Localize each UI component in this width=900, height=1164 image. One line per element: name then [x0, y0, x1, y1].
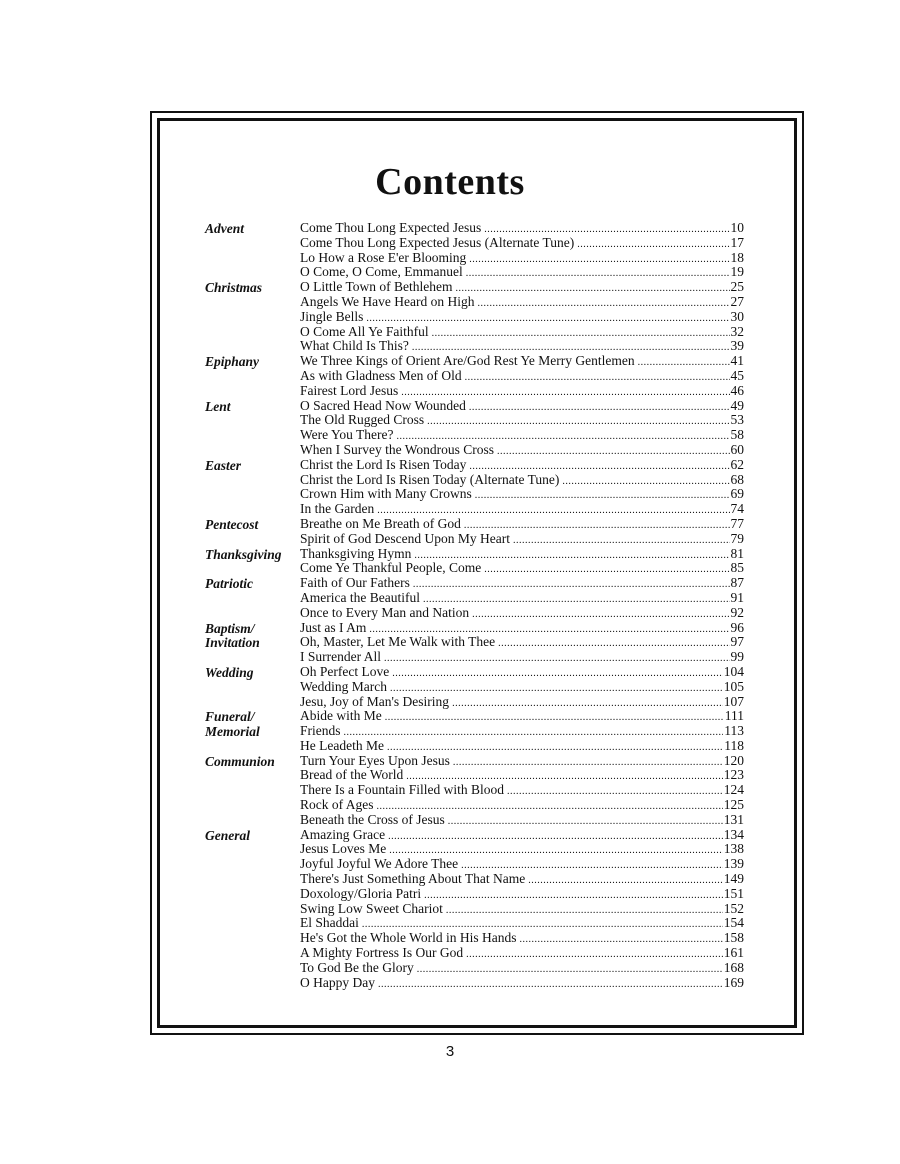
song-title: Swing Low Sweet Chariot [300, 900, 443, 916]
song-page-number: 91 [730, 589, 744, 605]
section-category: Thanksgiving [205, 546, 282, 562]
song-page-number: 87 [730, 575, 744, 591]
song-title: He's Got the Whole World in His Hands [300, 930, 517, 946]
song-title: To God Be the Glory [300, 959, 414, 975]
toc-row [0, 621, 900, 636]
toc-row [0, 280, 900, 295]
song-title: Just as I Am [300, 619, 367, 635]
song-page-number: 60 [730, 441, 744, 457]
song-page-number: 92 [730, 604, 744, 620]
song-page-number: 30 [730, 308, 744, 324]
toc-row [0, 695, 900, 710]
section-category: Pentecost [205, 516, 259, 532]
toc-row [0, 813, 900, 828]
song-title: As with Gladness Men of Old [300, 367, 462, 383]
song-page-number: 58 [730, 427, 744, 443]
toc-row [0, 783, 900, 798]
song-title: Spirit of God Descend Upon My Heart [300, 530, 510, 546]
toc-row [0, 369, 900, 384]
toc-row [0, 547, 900, 562]
toc-row [0, 517, 900, 532]
song-title: Angels We Have Heard on High [300, 293, 475, 309]
song-page-number: 104 [723, 663, 744, 679]
toc-row [0, 961, 900, 976]
song-title: Wedding March [300, 678, 388, 694]
toc-row [0, 236, 900, 251]
section-category: Epiphany [205, 354, 260, 370]
song-page-number: 111 [724, 708, 744, 724]
song-page-number: 62 [730, 456, 744, 472]
toc-row [0, 502, 900, 517]
song-page-number: 17 [730, 234, 744, 250]
toc-row [0, 428, 900, 443]
song-page-number: 99 [730, 649, 744, 665]
section-category: Funeral/ [205, 709, 255, 725]
section-category: Invitation [205, 635, 260, 651]
toc-row [0, 458, 900, 473]
song-page-number: 45 [730, 367, 744, 383]
toc-row [0, 768, 900, 783]
song-title: Oh, Master, Let Me Walk with Thee [300, 634, 496, 650]
song-page-number: 120 [723, 752, 744, 768]
song-page-number: 69 [730, 486, 744, 502]
song-title: There's Just Something About That Name [300, 871, 526, 887]
song-title: Jingle Bells [300, 308, 364, 324]
song-title: Faith of Our Fathers [300, 575, 410, 591]
song-page-number: 124 [723, 782, 744, 798]
section-category: Wedding [205, 664, 254, 680]
dot-leader [378, 976, 723, 993]
song-page-number: 85 [730, 560, 744, 576]
song-page-number: 19 [730, 264, 744, 280]
song-title: Come Ye Thankful People, Come [300, 560, 482, 576]
toc-row [0, 887, 900, 902]
song-title: Christ the Lord Is Risen Today (Alternate Tune) [300, 471, 560, 487]
section-category: Christmas [205, 280, 263, 296]
toc-row [0, 680, 900, 695]
song-title: O Come, O Come, Emmanuel [300, 264, 463, 280]
song-page-number: 134 [723, 826, 744, 842]
song-page-number: 169 [723, 974, 744, 990]
toc-row [0, 739, 900, 754]
song-title: Fairest Lord Jesus [300, 382, 399, 398]
song-page-number: 10 [730, 220, 744, 235]
song-page-number: 79 [730, 530, 744, 546]
table-of-contents [0, 221, 900, 990]
song-page-number: 96 [730, 619, 744, 635]
toc-row [0, 399, 900, 414]
song-title: Amazing Grace [300, 826, 386, 842]
toc-row [0, 354, 900, 369]
page-number: 3 [445, 1043, 455, 1060]
song-page-number: 49 [730, 397, 744, 413]
song-title: Thanksgiving Hymn [300, 545, 412, 561]
song-title: Were You There? [300, 427, 394, 443]
section-category: Lent [205, 398, 231, 414]
section-category: Baptism/ [205, 620, 255, 636]
song-page-number: 18 [730, 249, 744, 265]
song-page-number: 139 [723, 856, 744, 872]
toc-row [0, 532, 900, 547]
song-page-number: 152 [723, 900, 744, 916]
toc-row [0, 754, 900, 769]
song-title: America the Beautiful [300, 589, 420, 605]
toc-row [0, 872, 900, 887]
toc-row [0, 842, 900, 857]
section-category: Memorial [205, 724, 260, 740]
song-title: Lo How a Rose E'er Blooming [300, 249, 467, 265]
song-title: Turn Your Eyes Upon Jesus [300, 752, 450, 768]
song-title: Breathe on Me Breath of God [300, 515, 461, 531]
toc-row [0, 828, 900, 843]
toc-row [0, 251, 900, 266]
section-category: Easter [205, 457, 242, 473]
song-title: Friends [300, 723, 341, 739]
toc-row [0, 325, 900, 340]
toc-row [0, 798, 900, 813]
song-page-number: 149 [723, 871, 744, 887]
song-page-number: 81 [730, 545, 744, 561]
song-page-number: 105 [723, 678, 744, 694]
song-title: Crown Him with Many Crowns [300, 486, 472, 502]
song-title: O Happy Day [300, 974, 375, 990]
song-page-number: 154 [723, 915, 744, 931]
song-title: O Sacred Head Now Wounded [300, 397, 466, 413]
toc-row [0, 724, 900, 739]
section-category: General [205, 827, 250, 843]
song-page-number: 158 [723, 930, 744, 946]
song-title: Once to Every Man and Nation [300, 604, 470, 620]
toc-row [0, 443, 900, 458]
song-title: Come Thou Long Expected Jesus [300, 220, 482, 235]
song-page-number: 41 [730, 353, 744, 369]
toc-row [0, 473, 900, 488]
song-page-number: 68 [730, 471, 744, 487]
page-title: Contents [375, 161, 525, 203]
song-page-number: 125 [723, 797, 744, 813]
toc-row [0, 339, 900, 354]
section-category: Patriotic [205, 576, 253, 592]
toc-row [0, 561, 900, 576]
toc-entry [300, 976, 744, 993]
song-title: The Old Rugged Cross [300, 412, 425, 428]
toc-row [0, 857, 900, 872]
song-title: He Leadeth Me [300, 737, 384, 753]
toc-row [0, 384, 900, 399]
toc-row [0, 665, 900, 680]
song-title: Jesu, Joy of Man's Desiring [300, 693, 450, 709]
song-title: Beneath the Cross of Jesus [300, 811, 445, 827]
song-title: Come Thou Long Expected Jesus (Alternate Tune) [300, 234, 575, 250]
song-page-number: 138 [723, 841, 744, 857]
toc-row [0, 413, 900, 428]
song-page-number: 46 [730, 382, 744, 398]
song-title: O Come All Ye Faithful [300, 323, 429, 339]
section-category: Advent [205, 221, 244, 236]
song-title: Rock of Ages [300, 797, 374, 813]
song-page-number: 118 [724, 737, 744, 753]
toc-row [0, 650, 900, 665]
toc-row [0, 916, 900, 931]
song-page-number: 151 [723, 885, 744, 901]
song-title: There Is a Fountain Filled with Blood [300, 782, 504, 798]
song-title: In the Garden [300, 501, 375, 517]
song-title: Joyful Joyful We Adore Thee [300, 856, 459, 872]
song-page-number: 53 [730, 412, 744, 428]
song-page-number: 168 [723, 959, 744, 975]
song-page-number: 27 [730, 293, 744, 309]
song-page-number: 74 [730, 501, 744, 517]
song-title: We Three Kings of Orient Are/God Rest Ye Merry Gentlemen [300, 353, 635, 369]
song-title: When I Survey the Wondrous Cross [300, 441, 495, 457]
song-page-number: 32 [730, 323, 744, 339]
toc-row [0, 265, 900, 280]
toc-row [0, 976, 900, 991]
song-title: Jesus Loves Me [300, 841, 387, 857]
song-title: Oh Perfect Love [300, 663, 390, 679]
toc-row [0, 709, 900, 724]
song-title: Bread of the World [300, 767, 404, 783]
toc-row [0, 310, 900, 325]
song-title: I Surrender All [300, 649, 381, 665]
toc-row [0, 902, 900, 917]
toc-row [0, 946, 900, 961]
toc-row [0, 221, 900, 236]
song-title: What Child Is This? [300, 338, 409, 354]
song-title: O Little Town of Bethlehem [300, 279, 453, 295]
song-title: El Shaddai [300, 915, 359, 931]
song-title: Doxology/Gloria Patri [300, 885, 422, 901]
song-page-number: 113 [724, 723, 744, 739]
song-page-number: 123 [723, 767, 744, 783]
toc-row [0, 635, 900, 650]
song-page-number: 107 [723, 693, 744, 709]
song-title: A Mighty Fortress Is Our God [300, 945, 464, 961]
toc-row [0, 487, 900, 502]
song-page-number: 161 [723, 945, 744, 961]
section-category: Communion [205, 753, 275, 769]
song-page-number: 39 [730, 338, 744, 354]
song-title: Christ the Lord Is Risen Today [300, 456, 467, 472]
song-page-number: 25 [730, 279, 744, 295]
toc-row [0, 576, 900, 591]
toc-row [0, 931, 900, 946]
song-page-number: 77 [730, 515, 744, 531]
song-title: Abide with Me [300, 708, 382, 724]
song-page-number: 97 [730, 634, 744, 650]
toc-row [0, 295, 900, 310]
toc-row [0, 591, 900, 606]
toc-row [0, 606, 900, 621]
song-page-number: 131 [723, 811, 744, 827]
